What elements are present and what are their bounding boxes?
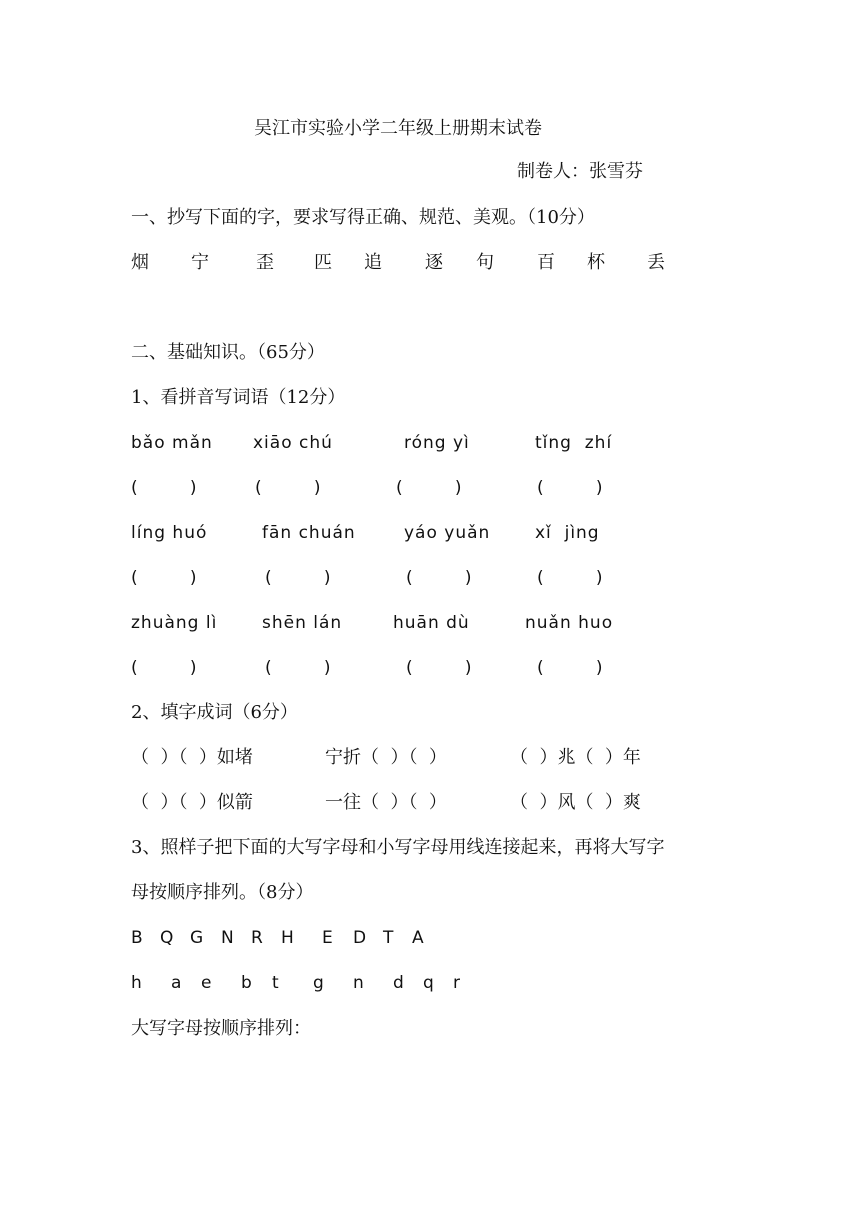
answer-blank[interactable]: ( ) xyxy=(131,658,198,678)
answer-blank[interactable]: ( ) xyxy=(406,658,473,678)
q1-heading: 1、看拼音写词语（12分） xyxy=(131,387,346,408)
q3-heading-line2: 母按顺序排列。（8分） xyxy=(131,882,314,903)
lowercase-letter[interactable]: q xyxy=(423,973,435,993)
char-7: 句 xyxy=(476,252,494,273)
pinyin-item: líng huó xyxy=(131,523,208,543)
answer-blank[interactable]: ( ) xyxy=(131,568,198,588)
answer-blank[interactable]: ( ) xyxy=(537,568,604,588)
lowercase-letter[interactable]: n xyxy=(353,973,365,993)
pinyin-item: shēn lán xyxy=(262,613,343,633)
idiom-fill[interactable]: （ ）（ ）似箭 xyxy=(131,792,253,813)
char-6: 逐 xyxy=(425,252,443,273)
idiom-row-1 xyxy=(0,746,860,770)
uppercase-letter[interactable]: G xyxy=(190,928,205,948)
uppercase-letter[interactable]: D xyxy=(353,928,368,948)
section1-heading: 一、抄写下面的字，要求写得正确、规范、美观。（10分） xyxy=(131,207,595,228)
uppercase-letter[interactable]: N xyxy=(221,928,235,948)
answer-blank[interactable]: ( ) xyxy=(396,478,463,498)
idiom-fill[interactable]: 宁折（ ）（ ） xyxy=(325,747,447,768)
char-1: 烟 xyxy=(131,252,149,273)
answer-blank[interactable]: ( ) xyxy=(406,568,473,588)
pinyin-row-2 xyxy=(0,521,860,545)
uppercase-letters-row xyxy=(0,926,860,950)
answer-blank[interactable]: ( ) xyxy=(265,658,332,678)
answer-blank[interactable]: ( ) xyxy=(255,478,322,498)
uppercase-letter[interactable]: H xyxy=(281,928,295,948)
answer-blank[interactable]: ( ) xyxy=(131,478,198,498)
q3-heading-line1: 3、照样子把下面的大写字母和小写字母用线连接起来，再将大写字 xyxy=(131,837,665,858)
char-10: 丢 xyxy=(647,252,665,273)
idiom-fill[interactable]: 一往（ ）（ ） xyxy=(325,792,447,813)
exam-title: 吴江市实验小学二年级上册期末试卷 xyxy=(254,118,542,139)
idiom-fill[interactable]: （ ）风（ ）爽 xyxy=(510,792,641,813)
lowercase-letter[interactable]: t xyxy=(272,973,280,993)
uppercase-letter[interactable]: R xyxy=(251,928,264,948)
uppercase-letter[interactable]: A xyxy=(412,928,425,948)
answer-blank[interactable]: ( ) xyxy=(537,478,604,498)
lowercase-letter[interactable]: g xyxy=(313,973,325,993)
q2-heading: 2、填字成词（6分） xyxy=(131,702,298,723)
uppercase-letter[interactable]: E xyxy=(322,928,334,948)
pinyin-item: róng yì xyxy=(404,433,470,453)
answer-blanks-row-2 xyxy=(0,566,860,590)
answer-blank[interactable]: ( ) xyxy=(265,568,332,588)
answer-blank[interactable]: ( ) xyxy=(537,658,604,678)
uppercase-letter[interactable]: Q xyxy=(160,928,175,948)
char-9: 杯 xyxy=(587,252,605,273)
char-3: 歪 xyxy=(256,252,274,273)
pinyin-item: nuǎn huo xyxy=(525,613,614,633)
idiom-fill[interactable]: （ ）（ ）如堵 xyxy=(131,747,253,768)
pinyin-item: zhuàng lì xyxy=(131,613,218,633)
lowercase-letter[interactable]: d xyxy=(393,973,405,993)
uppercase-letter[interactable]: T xyxy=(383,928,395,948)
lowercase-letter[interactable]: h xyxy=(131,973,143,993)
pinyin-row-3 xyxy=(0,611,860,635)
char-2: 宁 xyxy=(191,252,209,273)
pinyin-item: tǐng zhí xyxy=(535,433,613,453)
idiom-row-2 xyxy=(0,791,860,815)
author-line: 制卷人：张雪芬 xyxy=(517,161,643,182)
answer-blanks-row-3 xyxy=(0,656,860,680)
pinyin-item: bǎo mǎn xyxy=(131,433,213,453)
idiom-fill[interactable]: （ ）兆（ ）年 xyxy=(510,747,641,768)
char-4: 匹 xyxy=(314,252,332,273)
lowercase-letter[interactable]: a xyxy=(171,973,183,993)
answer-blanks-row-1 xyxy=(0,476,860,500)
lowercase-letters-row xyxy=(0,971,860,995)
order-prompt: 大写字母按顺序排列： xyxy=(131,1018,311,1039)
pinyin-row-1 xyxy=(0,431,860,455)
section2-heading: 二、基础知识。（65分） xyxy=(131,342,325,363)
char-8: 百 xyxy=(537,252,555,273)
uppercase-letter[interactable]: B xyxy=(131,928,144,948)
pinyin-item: xiāo chú xyxy=(253,433,333,453)
pinyin-item: huān dù xyxy=(393,613,470,633)
char-5: 追 xyxy=(364,252,382,273)
lowercase-letter[interactable]: b xyxy=(241,973,253,993)
pinyin-item: xǐ jìng xyxy=(535,523,600,543)
pinyin-item: yáo yuǎn xyxy=(404,523,491,543)
lowercase-letter[interactable]: r xyxy=(453,973,461,993)
pinyin-item: fān chuán xyxy=(262,523,356,543)
lowercase-letter[interactable]: e xyxy=(201,973,213,993)
copy-characters-row xyxy=(0,251,860,275)
